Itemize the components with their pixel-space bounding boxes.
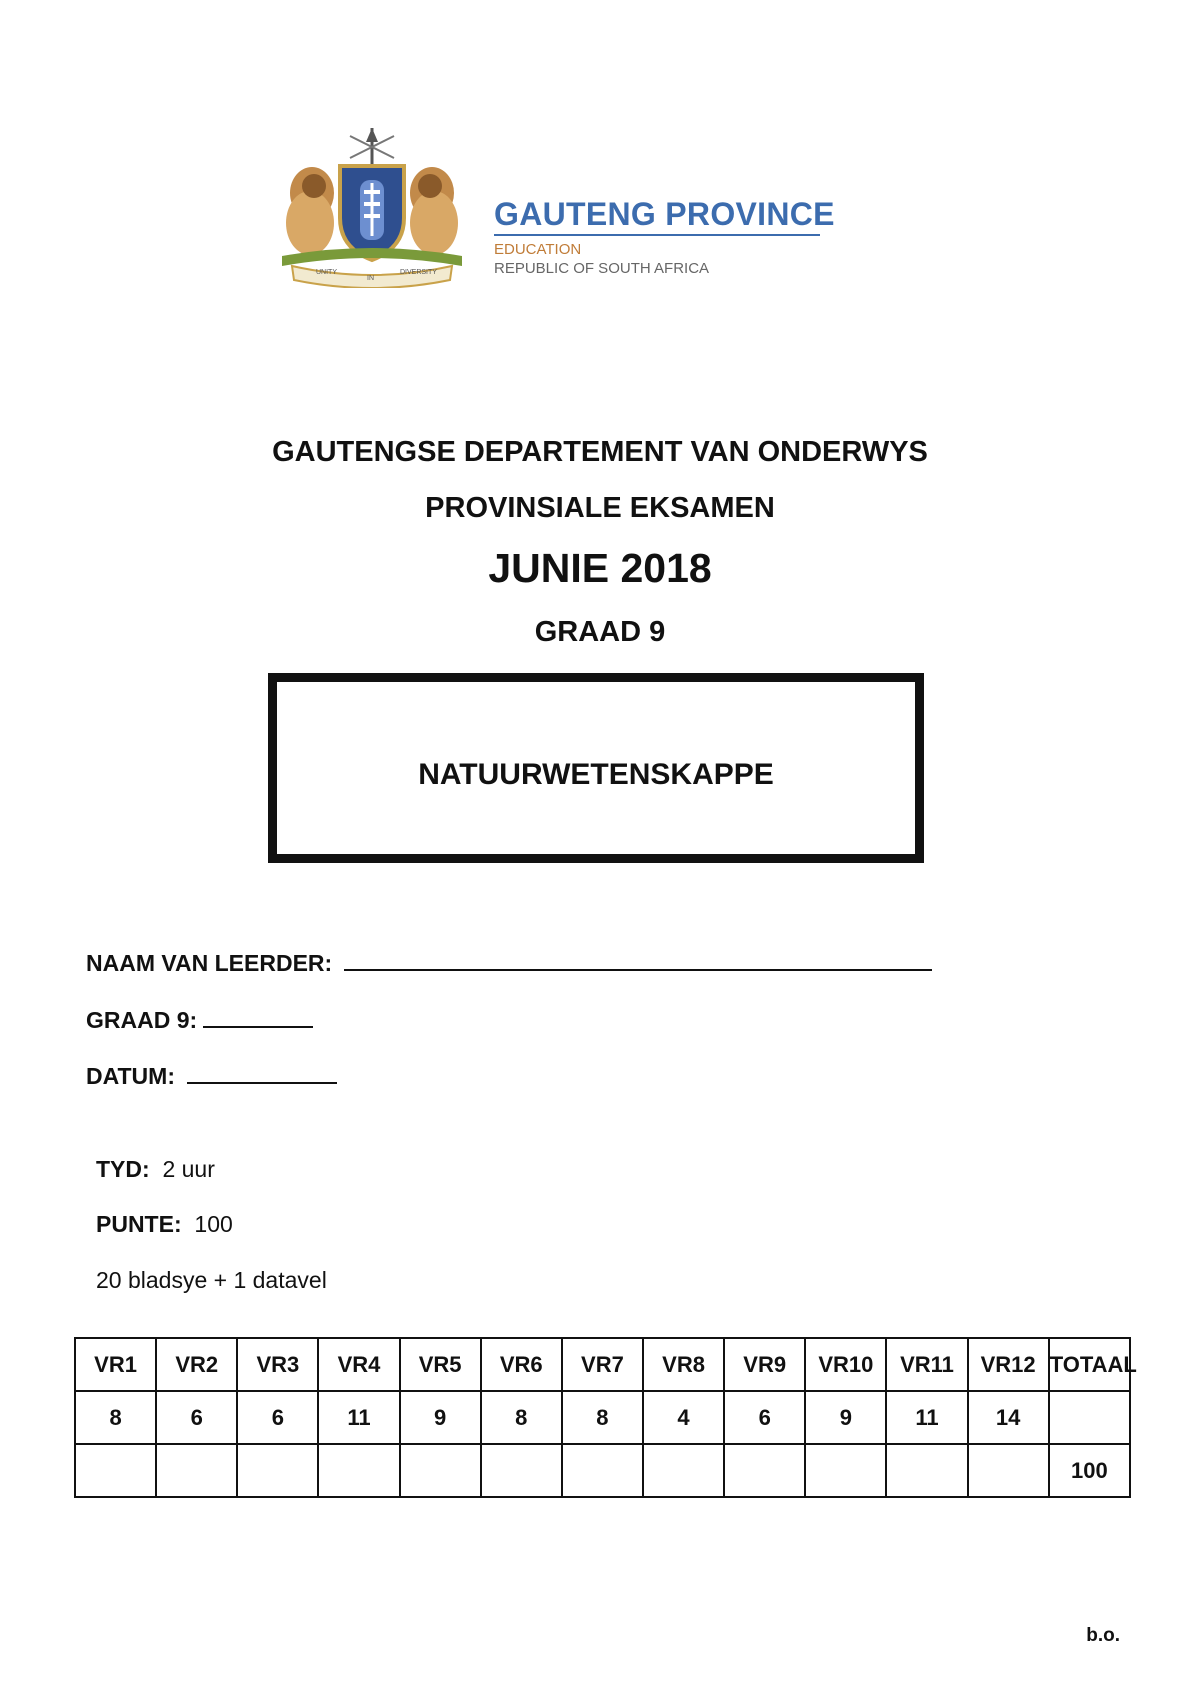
score-cell[interactable] xyxy=(318,1444,399,1497)
date-field xyxy=(86,1063,337,1090)
score-cell[interactable] xyxy=(237,1444,318,1497)
max-mark-cell xyxy=(1049,1391,1130,1444)
subject-box xyxy=(268,673,924,863)
score-cell[interactable] xyxy=(968,1444,1049,1497)
department-heading: GAUTENGSE DEPARTEMENT VAN ONDERWYS xyxy=(272,436,928,468)
table-header-cell: VR3 xyxy=(237,1338,318,1391)
max-mark-cell: 4 xyxy=(643,1391,724,1444)
max-mark-cell: 9 xyxy=(805,1391,886,1444)
marks-table xyxy=(74,1337,1137,1498)
max-mark-cell: 6 xyxy=(237,1391,318,1444)
score-cell[interactable] xyxy=(805,1444,886,1497)
department-name: EDUCATION xyxy=(494,241,582,258)
score-cell[interactable] xyxy=(156,1444,237,1497)
max-mark-cell: 8 xyxy=(75,1391,156,1444)
max-mark-cell: 6 xyxy=(724,1391,805,1444)
date-input[interactable] xyxy=(187,1064,337,1084)
table-header-cell: VR7 xyxy=(562,1338,643,1391)
marks-label: PUNTE: xyxy=(96,1211,182,1237)
table-header-cell: VR10 xyxy=(805,1338,886,1391)
table-header-cell: VR9 xyxy=(724,1338,805,1391)
marks-value: 100 xyxy=(194,1211,233,1237)
score-cell[interactable] xyxy=(562,1444,643,1497)
table-header-cell: VR8 xyxy=(643,1338,724,1391)
province-name: GAUTENG PROVINCE xyxy=(494,196,835,232)
table-header-row xyxy=(75,1338,1130,1391)
gauteng-logo xyxy=(262,128,835,288)
table-header-cell: TOTAAL xyxy=(1049,1338,1130,1391)
score-cell[interactable] xyxy=(643,1444,724,1497)
table-header-cell: VR11 xyxy=(886,1338,967,1391)
table-header-cell: VR6 xyxy=(481,1338,562,1391)
score-cell[interactable] xyxy=(886,1444,967,1497)
score-cell[interactable] xyxy=(75,1444,156,1497)
motto-right: DIVERSITY xyxy=(400,269,437,276)
max-mark-cell: 9 xyxy=(400,1391,481,1444)
time-value: 2 uur xyxy=(162,1156,215,1182)
coat-of-arms-icon xyxy=(262,128,482,288)
max-mark-cell: 8 xyxy=(562,1391,643,1444)
time-label: TYD: xyxy=(96,1156,150,1182)
score-cell[interactable] xyxy=(400,1444,481,1497)
table-header-cell: VR12 xyxy=(968,1338,1049,1391)
table-header-cell: VR5 xyxy=(400,1338,481,1391)
table-row xyxy=(75,1444,1130,1497)
grade-label: GRAAD 9: xyxy=(86,1007,198,1033)
learner-name-label: NAAM VAN LEERDER: xyxy=(86,950,333,976)
learner-name-field xyxy=(86,950,932,977)
table-row xyxy=(75,1391,1130,1444)
table-header-cell: VR4 xyxy=(318,1338,399,1391)
exam-date: JUNIE 2018 xyxy=(488,545,712,591)
motto-mid: IN xyxy=(367,275,374,282)
grade-input[interactable] xyxy=(203,1008,313,1028)
max-mark-cell: 8 xyxy=(481,1391,562,1444)
motto-left: UNITY xyxy=(316,269,337,276)
max-mark-cell: 6 xyxy=(156,1391,237,1444)
pages-info: 20 bladsye + 1 datavel xyxy=(96,1267,327,1293)
table-header-cell: VR2 xyxy=(156,1338,237,1391)
marks-info xyxy=(96,1211,233,1238)
max-mark-cell: 11 xyxy=(886,1391,967,1444)
grade-field xyxy=(86,1007,313,1034)
score-cell[interactable] xyxy=(481,1444,562,1497)
exam-heading: PROVINSIALE EKSAMEN xyxy=(425,492,775,524)
subject-title: NATUURWETENSKAPPE xyxy=(418,758,774,791)
score-cell[interactable] xyxy=(724,1444,805,1497)
grade-heading: GRAAD 9 xyxy=(534,616,666,648)
time-info xyxy=(96,1156,215,1183)
max-mark-cell: 11 xyxy=(318,1391,399,1444)
max-mark-cell: 14 xyxy=(968,1391,1049,1444)
date-label: DATUM: xyxy=(86,1063,175,1089)
table-header-cell: VR1 xyxy=(75,1338,156,1391)
learner-name-input[interactable] xyxy=(344,951,932,971)
province-rule xyxy=(494,234,820,236)
country-name: REPUBLIC OF SOUTH AFRICA xyxy=(494,260,710,277)
total-cell: 100 xyxy=(1049,1444,1130,1497)
page-turn-note: b.o. xyxy=(1086,1625,1120,1646)
